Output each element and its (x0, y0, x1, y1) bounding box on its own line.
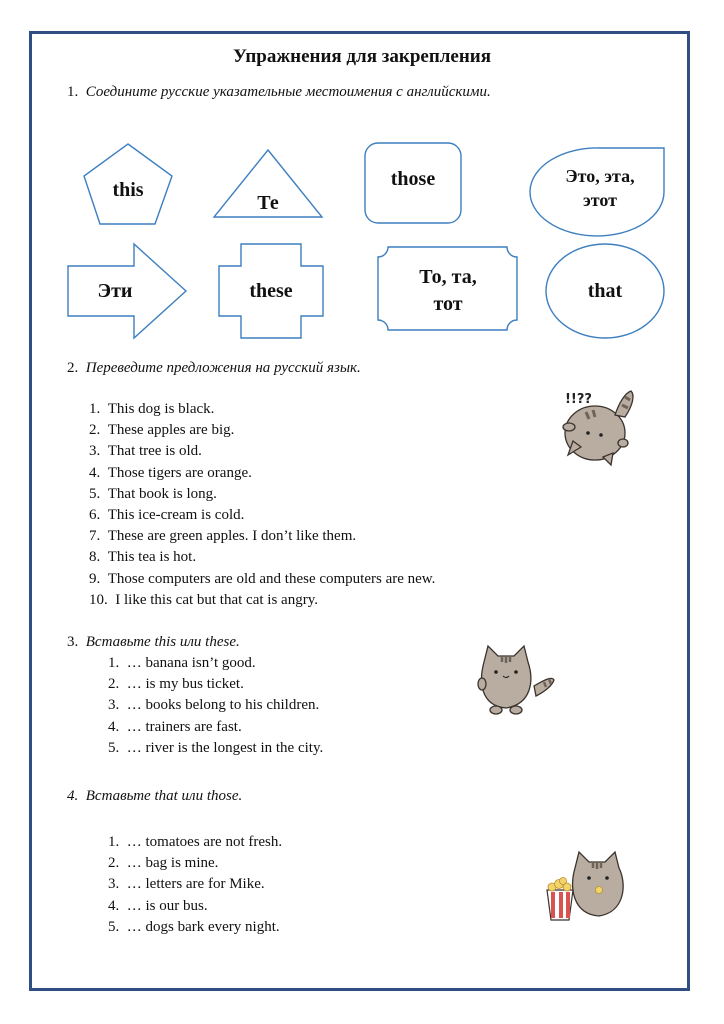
list-item-text: … bag is mine. (126, 855, 219, 872)
list-item-text: … dogs bark every night. (126, 918, 280, 935)
cat-exclaim-text: !!?? (565, 392, 592, 407)
list-item (89, 441, 435, 462)
list-item (89, 484, 435, 505)
list-item-number: 4. (108, 897, 120, 914)
list-item-text: That tree is old. (107, 443, 202, 460)
pentagon-label: this (112, 179, 144, 201)
list-item (89, 463, 435, 484)
callout-label (540, 164, 660, 213)
task-instruction: Вставьте that или those. (85, 788, 243, 804)
list-item (108, 717, 323, 738)
list-item-text: Those computers are old and these computers are new. (107, 570, 436, 587)
list-item (89, 505, 435, 526)
list-item-number: 2. (108, 676, 120, 693)
task-4-list (108, 832, 282, 938)
list-item-number: 5. (108, 739, 120, 756)
list-item-number: 10. (89, 591, 108, 608)
list-item-number: 4. (89, 464, 101, 481)
list-item-text: … is my bus ticket. (126, 676, 244, 693)
list-item-number: 1. (108, 655, 120, 671)
list-item-number: 3. (108, 697, 120, 714)
task-2-heading (67, 360, 361, 377)
plaque-label (392, 264, 504, 318)
list-item (108, 695, 323, 716)
arrow-label: Эти (97, 280, 133, 302)
callout-label-line2: этот (583, 190, 617, 211)
list-item (108, 874, 282, 895)
task-instruction: Соедините русские указательные местоимения с английскими. (85, 84, 491, 100)
list-item (89, 569, 435, 590)
list-item-number: 1. (89, 401, 101, 417)
list-item (89, 420, 435, 441)
list-item (108, 896, 282, 917)
list-item-text: This tea is hot. (107, 549, 197, 566)
list-item (89, 547, 435, 568)
list-item-number: 3. (89, 443, 101, 460)
list-item (108, 653, 323, 674)
list-item-number: 1. (108, 834, 120, 850)
list-item-text: I like this cat but that cat is angry. (115, 591, 318, 608)
plaque-label-line1: То, та, (419, 266, 477, 288)
list-item (108, 674, 323, 695)
list-item-number: 4. (108, 718, 120, 735)
list-item-text: … tomatoes are not fresh. (126, 834, 283, 850)
list-item-text: … trainers are fast. (126, 718, 242, 735)
cat-waving-illustration (474, 640, 558, 720)
list-item-text: These are green apples. I don’t like them. (107, 528, 357, 545)
cat-falling-illustration (553, 383, 643, 473)
triangle-label: Те (257, 192, 279, 214)
list-item-text: … books belong to his children. (126, 697, 320, 714)
page-title: Упражнения для закрепления (232, 46, 492, 67)
task-number: 1. (67, 84, 79, 100)
list-item-number: 7. (89, 528, 101, 545)
rounded-rect-label: those (390, 168, 436, 190)
list-item-number: 2. (89, 422, 101, 439)
list-item-text: This ice-cream is cold. (107, 506, 245, 523)
list-item-text: … banana isn’t good. (126, 655, 256, 671)
list-item-number: 9. (89, 570, 101, 587)
task-instruction: Вставьте this или these. (85, 634, 240, 650)
list-item (108, 917, 282, 938)
cat-popcorn-illustration (543, 850, 633, 922)
list-item (108, 738, 323, 759)
task-instruction: Переведите предложения на русский язык. (85, 360, 361, 376)
list-item (108, 853, 282, 874)
list-item-number: 3. (108, 876, 120, 893)
list-item-number: 5. (108, 918, 120, 935)
list-item-number: 2. (108, 855, 120, 872)
list-item-text: This dog is black. (107, 401, 215, 417)
list-item-number: 6. (89, 506, 101, 523)
list-item (89, 399, 435, 420)
list-item (89, 526, 435, 547)
list-item-number: 5. (89, 485, 101, 502)
callout-label-line1: Это, эта, (565, 166, 635, 186)
list-item (108, 832, 282, 853)
task-number: 3. (67, 634, 79, 650)
list-item-text: That book is long. (107, 485, 217, 502)
list-item-text: These apples are big. (107, 422, 235, 439)
plaque-label-line2: тот (433, 293, 463, 315)
list-item-text: Those tigers are orange. (107, 464, 252, 481)
popcorn-box (547, 878, 573, 921)
list-item-text: … river is the longest in the city. (126, 739, 324, 756)
task-3-heading (67, 634, 240, 651)
list-item-number: 8. (89, 549, 101, 566)
plus-label: these (249, 280, 293, 302)
task-3-list (108, 653, 323, 759)
ellipse-label: that (587, 280, 623, 302)
task-number: 2. (67, 360, 79, 376)
task-number: 4. (67, 788, 79, 804)
list-item (89, 590, 435, 611)
task-2-list (89, 399, 435, 611)
task-4-heading (67, 788, 242, 805)
list-item-text: … is our bus. (126, 897, 208, 914)
list-item-text: … letters are for Mike. (126, 876, 265, 893)
